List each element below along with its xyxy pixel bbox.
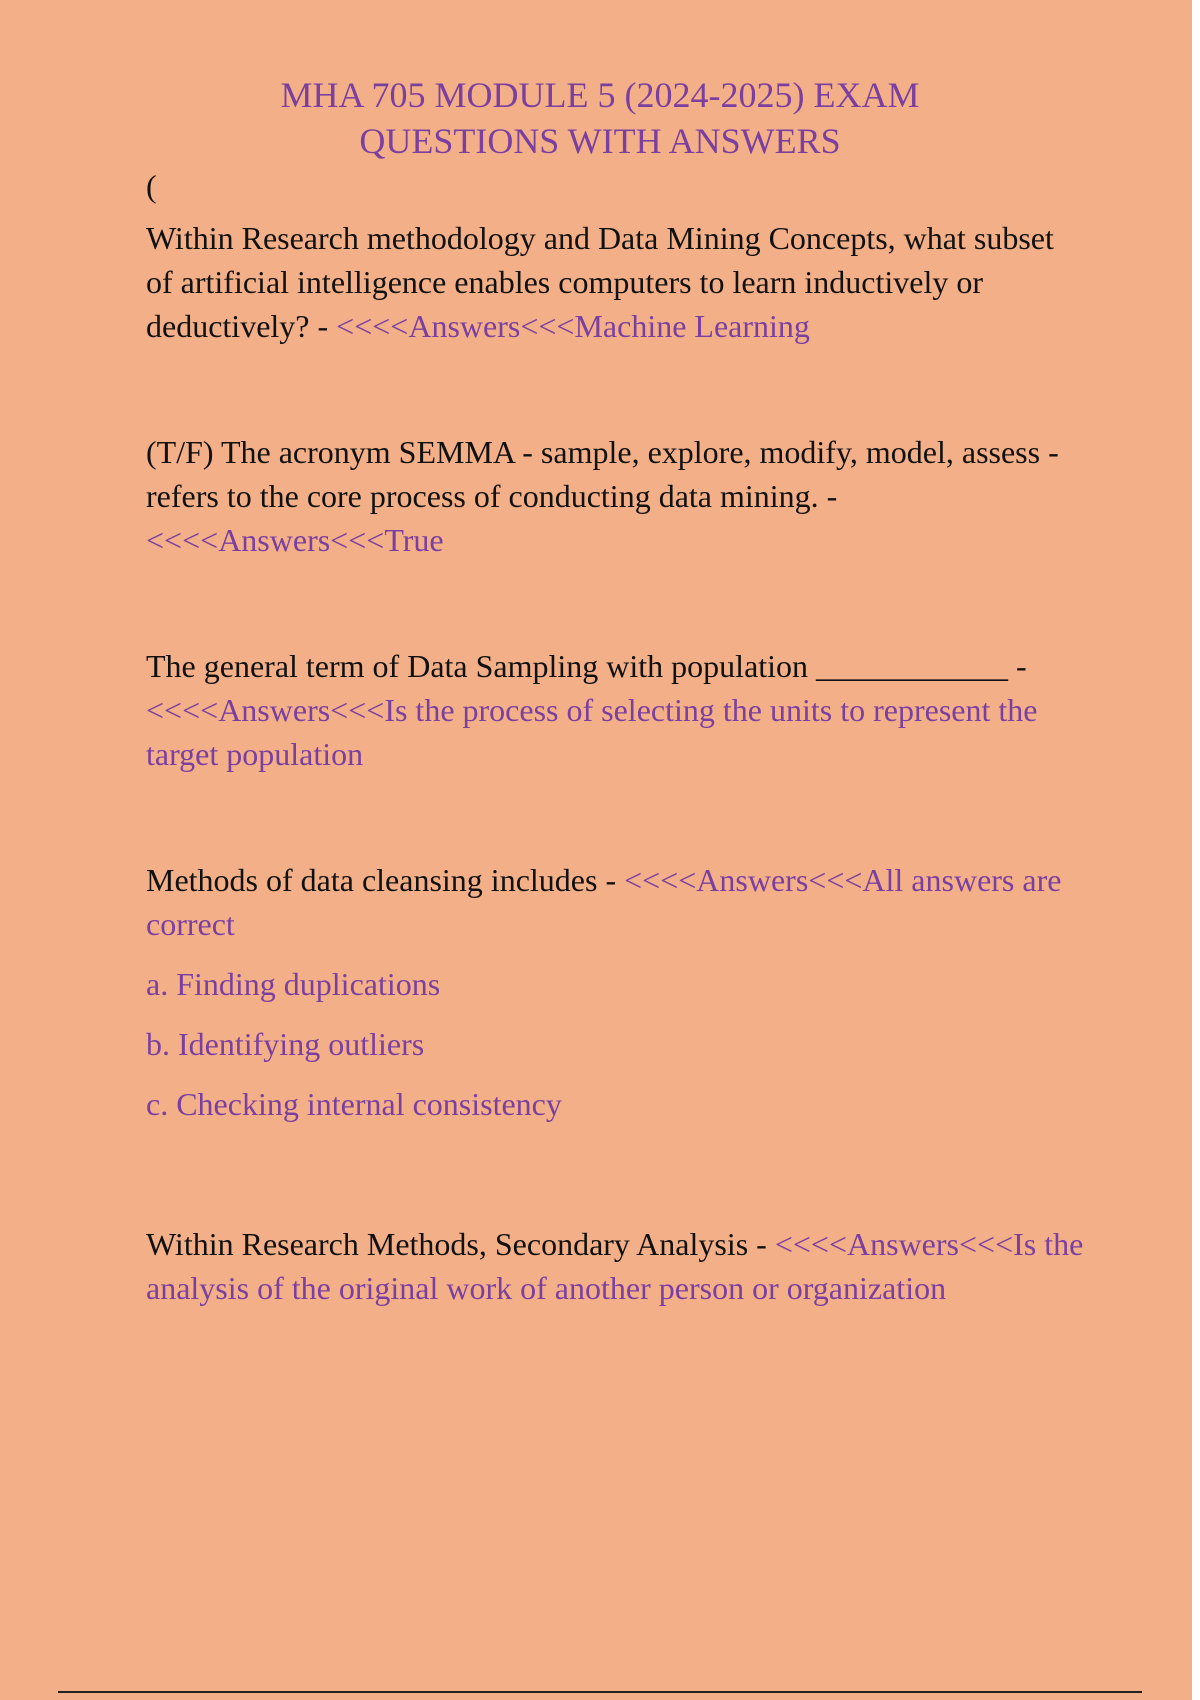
answer-text: Answers<<<True — [218, 522, 444, 558]
question-text: (T/F) The acronym SEMMA - sample, explore, modify, model, assess - refers to the core process of conducting data mining. - — [146, 434, 1059, 514]
question-text: Methods of data cleansing includes - — [146, 862, 625, 898]
answer-option-a: a. Finding duplications — [146, 966, 441, 1002]
document-title — [0, 72, 1200, 164]
answer-marker: <<<< — [336, 308, 409, 344]
spacer — [146, 776, 1086, 858]
question-text: The general term of Data Sampling with population ____________ - — [146, 648, 1027, 684]
answer-text: Answers<<<Machine Learning — [408, 308, 810, 344]
question-text: Within Research methodology and Data Mining Concepts, what subset of artificial intelligence enables computers to learn inductively or deductively? - — [146, 220, 1054, 344]
answer-text: Answers<<<All answers are correct — [146, 862, 1062, 942]
answer-text: Answers<<<Is the process of selecting the units to represent the target population — [146, 692, 1038, 772]
qa-item-1 — [146, 216, 1086, 348]
answer-options — [146, 962, 1086, 1126]
qa-item-4 — [146, 858, 1086, 946]
answer-marker: <<<< — [774, 1226, 847, 1262]
spacer — [146, 1142, 1086, 1222]
answer-option-b: b. Identifying outliers — [146, 1026, 425, 1062]
qa-item-5 — [146, 1222, 1086, 1310]
spacer — [146, 562, 1086, 644]
answer-text: Answers<<<Is the analysis of the original work of another person or organization — [146, 1226, 1084, 1306]
title-line-2: QUESTIONS WITH ANSWERS — [359, 121, 841, 161]
answer-option-c: c. Checking internal consistency — [146, 1086, 562, 1122]
qa-item-3 — [146, 644, 1086, 776]
answer-marker: <<<< — [624, 862, 697, 898]
page-edge — [1192, 0, 1200, 1700]
question-text: Within Research Methods, Secondary Analysis - — [146, 1226, 775, 1262]
answer-marker: <<<< — [146, 522, 219, 558]
qa-item-2 — [146, 430, 1086, 562]
bottom-divider — [58, 1691, 1142, 1693]
spacer — [146, 348, 1086, 430]
answer-marker: <<<< — [146, 692, 219, 728]
stray-parenthesis: ( — [146, 168, 157, 204]
title-line-1: MHA 705 MODULE 5 (2024-2025) EXAM — [280, 75, 920, 115]
qa-content — [146, 164, 1086, 1310]
